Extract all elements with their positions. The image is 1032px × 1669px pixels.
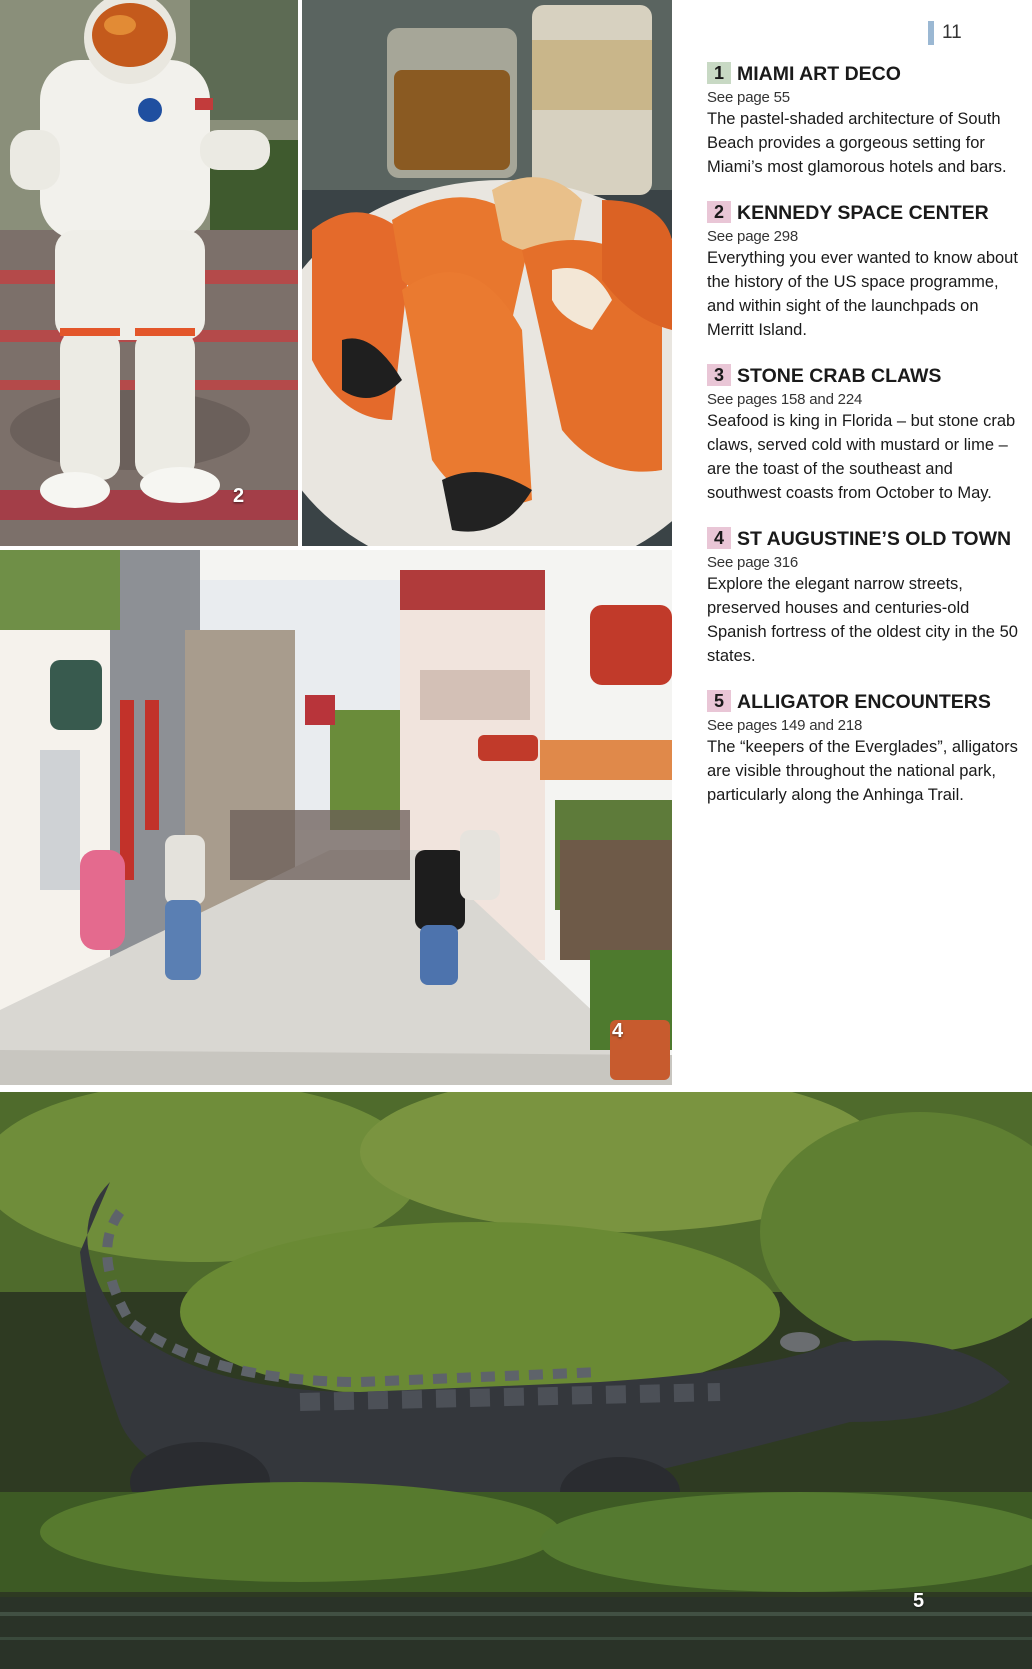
entry-title: KENNEDY SPACE CENTER (737, 202, 989, 224)
entry-page-reference: See pages 149 and 218 (707, 717, 863, 734)
st-augustine-illustration (0, 550, 672, 1085)
entry-number-badge: 1 (707, 62, 731, 84)
photo-number-4: 4 (612, 1020, 624, 1042)
st-augustine-photo (0, 550, 672, 1085)
entry-page-reference: See page 316 (707, 554, 799, 571)
entry-kennedy-space-center (707, 201, 1029, 342)
entry-st-augustine-old-town (707, 527, 1029, 668)
entry-description: Explore the elegant narrow streets, preserved houses and centuries-old Spanish fortress of the oldest city in the 50 states. (707, 575, 1018, 665)
crab-claws-illustration (302, 0, 672, 546)
entry-number-badge: 4 (707, 527, 731, 549)
entry-number-badge: 2 (707, 201, 731, 223)
entry-heading (707, 201, 1029, 225)
entry-description: The “keepers of the Everglades”, alligators are visible throughout the national park, particularly along the Anhinga Trail. (707, 738, 1018, 804)
entry-description: The pastel-shaded architecture of South Beach provides a gorgeous setting for Miami’s most glamorous hotels and bars. (707, 110, 1007, 176)
entry-description: Everything you ever wanted to know about the history of the US space programme, and within sight of the launchpads on Merritt Island. (707, 249, 1018, 339)
entry-title: MIAMI ART DECO (737, 63, 901, 85)
astronaut-photo (0, 0, 298, 546)
entry-title: STONE CRAB CLAWS (737, 365, 942, 387)
entry-description: Seafood is king in Florida – but stone crab claws, served cold with mustard or lime – are the toast of the southeast and southwest coasts from October to May. (707, 412, 1016, 502)
entry-page-reference: See page 298 (707, 228, 799, 245)
entry-alligator-encounters (707, 690, 1029, 807)
entry-title: ST AUGUSTINE’S OLD TOWN (737, 528, 1012, 550)
top-attractions-list (707, 62, 1029, 829)
astronaut-illustration (0, 0, 298, 546)
photo-number-5: 5 (913, 1590, 925, 1612)
entry-number-badge: 5 (707, 690, 731, 712)
page-number-block (928, 20, 962, 46)
photo-number-2: 2 (233, 485, 245, 507)
entry-page-reference: See page 55 (707, 89, 790, 106)
entry-heading (707, 62, 1029, 86)
entry-heading (707, 364, 1029, 388)
entry-title: ALLIGATOR ENCOUNTERS (737, 691, 991, 713)
page-number-bar (928, 21, 934, 45)
page-number: 11 (942, 22, 962, 43)
entry-heading (707, 690, 1029, 714)
entry-page-reference: See pages 158 and 224 (707, 391, 863, 408)
entry-heading (707, 527, 1029, 551)
entry-number-badge: 3 (707, 364, 731, 386)
alligator-photo (0, 1092, 1032, 1669)
entry-miami-art-deco (707, 62, 1029, 179)
alligator-illustration (0, 1092, 1032, 1669)
crab-claws-photo (302, 0, 672, 546)
entry-stone-crab-claws (707, 364, 1029, 505)
